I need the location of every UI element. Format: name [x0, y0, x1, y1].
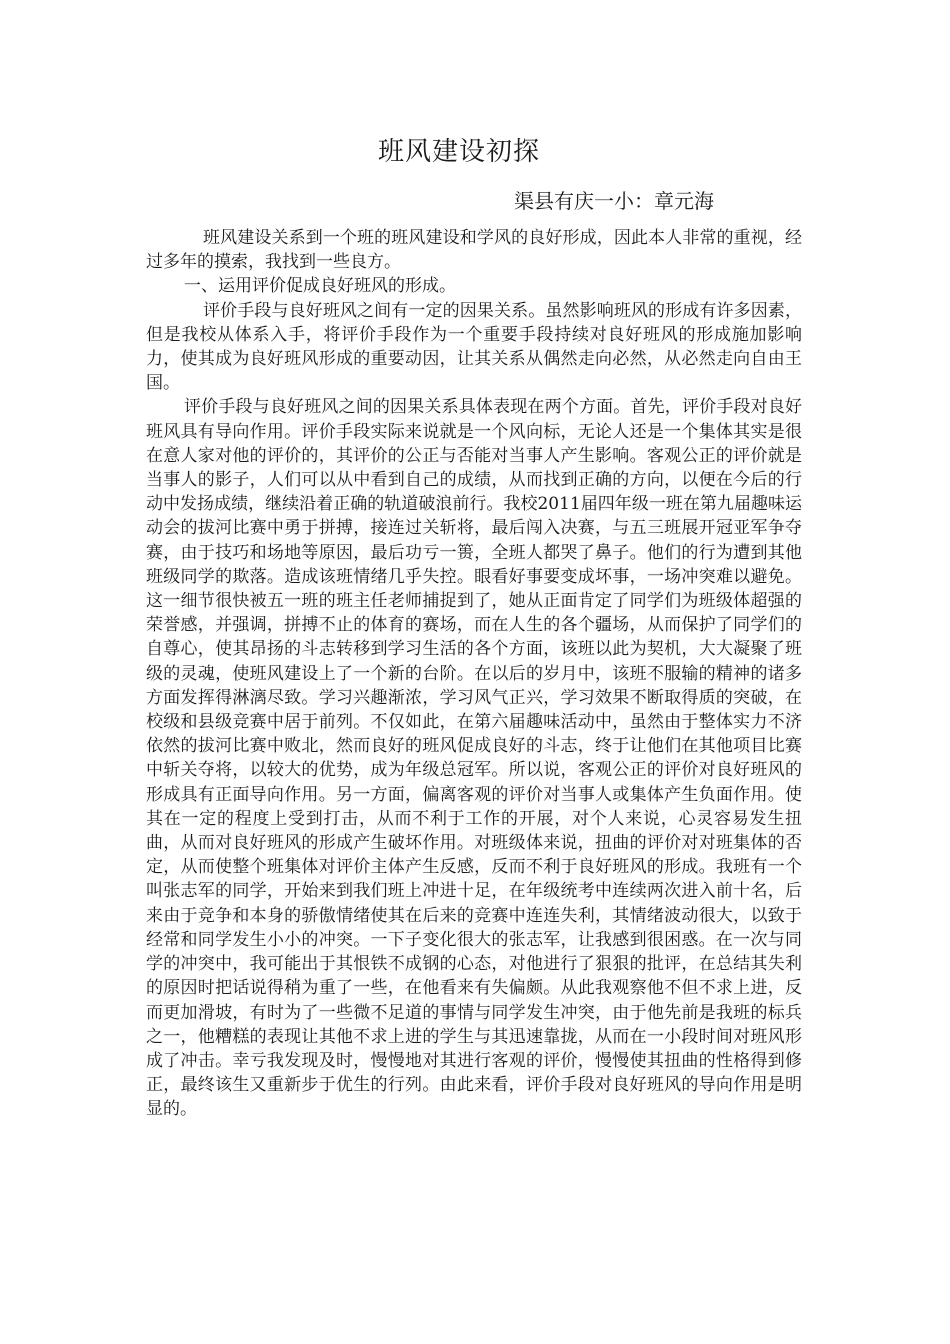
document-body: [146, 226, 802, 1122]
section-heading-1: 一、运用评价促成良好班风的形成。: [184, 276, 456, 297]
author-line: 渠县有庆一小：章元海: [514, 189, 714, 213]
paragraph-causality: 评价手段与良好班风之间有一定的因果关系。虽然影响班风的形成有许多因素，但是我校从体系入手，将评价手段作为一个重要手段持续对良好班风的形成施加影响力，使其成为良好班风形成的重要动因，让其关系从偶然走向必然，从必然走向自由王国。: [146, 300, 802, 394]
paragraph-intro: 班风建设关系到一个班的班风建设和学风的良好形成，因此本人非常的重视，经过多年的摸索，我找到一些良方。: [146, 228, 802, 273]
document-title: 班风建设初探: [377, 137, 540, 167]
paragraph-details: 评价手段与良好班风之间的因果关系具体表现在两个方面。首先，评价手段对良好班风具有导向作用。评价手段实际来说就是一个风向标，无论人还是一个集体其实是很在意人家对他的评价的，其评价的公正与否能对当事人产生影响。客观公正的评价就是当事人的影子，人们可以从中看到自己的成绩，从而找到正确的方向，以便在今后的行动中发扬成绩，继续沿着正确的轨道破浪前行。我校2011届四年级一班在第九届趣味运动会的拔河比赛中勇于拼搏，接连过关斩将，最后闯入决赛，与五三班展开冠亚军争夺赛，由于技巧和场地等原因，最后功亏一篑，全班人都哭了鼻子。他们的行为遭到其他班级同学的欺落。造成该班情绪几乎失控。眼看好事要变成坏事，一场冲突难以避免。这一细节很快被五一班的班主任老师捕捉到了，她从正面肯定了同学们为班级体超强的荣誉感，并强调，拼搏不止的体育的赛场，而在人生的各个疆场，从而保护了同学们的自尊心，使其昂扬的斗志转移到学习生活的各个方面，该班以此为契机，大大凝聚了班级的灵魂，使班风建设上了一个新的台阶。在以后的岁月中，该班不服输的精神的诸多方面发挥得淋漓尽致。学习兴趣渐浓，学习风气正兴，学习效果不断取得质的突破，在校级和县级竞赛中居于前列。不仅如此，在第六届趣味活动中，虽然由于整体实力不济依然的拔河比赛中败北，然而良好的班风促成良好的斗志，终于让他们在其他项目比赛中斩关夺将，以较大的优势，成为年级总冠军。所以说，客观公正的评价对良好班风的形成具有正面导向作用。另一方面，偏离客观的评价对当事人或集体产生负面作用。使其在一定的程度上受到打击，从而不利于工作的开展，对个人来说，心灵容易发生扭曲，从而对良好班风的形成产生破坏作用。对班级体来说，扭曲的评价对对班集体的否定，从而使整个班集体对评价主体产生反感，反而不利于良好班风的形成。我班有一个叫张志军的同学，开始来到我们班上冲进十足，在年级统考中连续两次进入前十名，后来由于竞争和本身的骄傲情绪使其在后来的竞赛中连连失利，其情绪波动很大，以致于经常和同学发生小小的冲突。一下子变化很大的张志军，让我感到很困惑。在一次与同学的冲突中，我可能出于其恨铁不成钢的心态，对他进行了狠狠的批评，在总结其失利的原因时把话说得稍为重了一些，在他看来有失偏颇。从此我观察他不但不求上进，反而更加滑坡，有时为了一些微不足道的事情与同学发生冲突，由于他先前是我班的标兵之一，他糟糕的表现让其他不求上进的学生与其迅速靠拢，从而在一小段时间对班风形成了冲击。幸亏我发现及时，慢慢地对其进行客观的评价，慢慢使其扭曲的性格得到修正，最终该生又重新步于优生的行列。由此来看，评价手段对良好班风的导向作用是明显的。: [146, 397, 802, 1120]
